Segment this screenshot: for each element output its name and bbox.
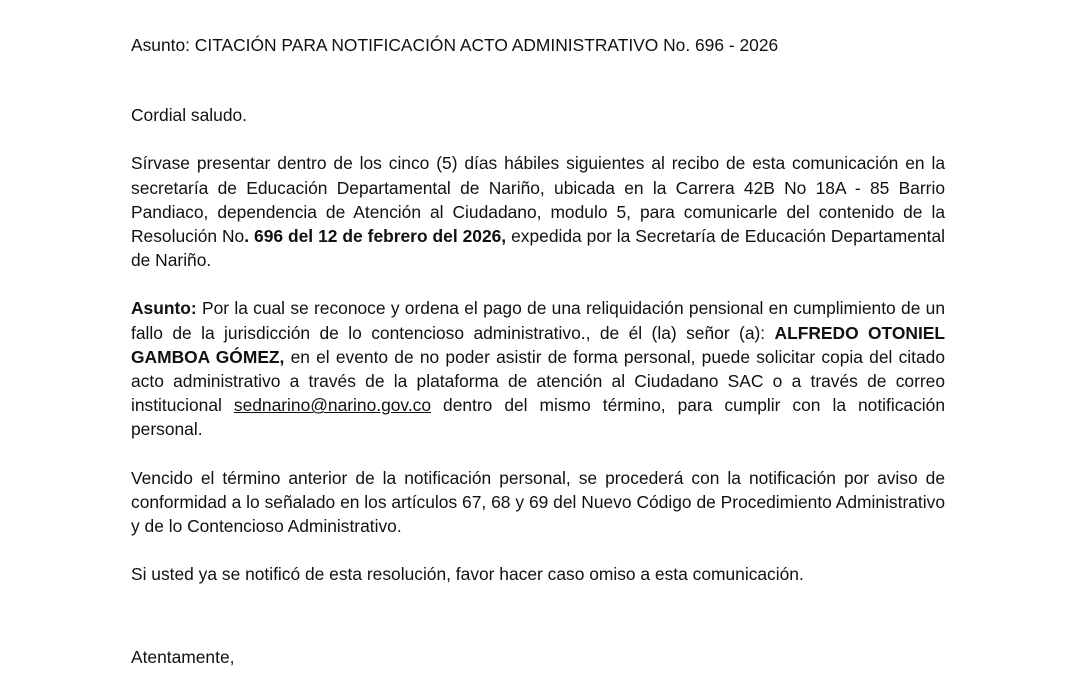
email-link[interactable]: sednarino@narino.gov.co — [233, 395, 432, 416]
recipient-name: ALFREDO OTONIEL GAMBOA GÓMEZ, — [131, 322, 945, 367]
letter-paragraph-subject — [131, 296, 945, 441]
letter-closing: Atentamente, — [131, 647, 235, 668]
citation-text: Sírvase presentar dentro de los cinco (5) días hábiles siguientes al recibo de esta comunicación en la secretaría de Educación Departamental de Nariño, ubicada en la Carrera 42B No 18A - 85 Barrio Pandiaco, dependencia de Atención al Ciudadano, modulo 5, para comunicarle del contenido de la Resolución No — [131, 153, 945, 247]
subject-text-middle: en el evento de no poder asistir de forma personal, puede solicitar copia del citado acto administrativo a través de la plataforma de atención al Ciudadano SAC o a través de correo institucional — [131, 346, 945, 416]
letter-paragraph-disclaimer: Si usted ya se notificó de esta resolución, favor hacer caso omiso a esta comunicación. — [131, 564, 804, 585]
citation-text-end: expedida por la Secretaría de Educación Departamental de Nariño. — [131, 226, 946, 271]
letter-paragraph-deadline: Vencido el término anterior de la notificación personal, se procederá con la notificación por aviso de conformidad a lo señalado en los artículos 67, 68 y 69 del Nuevo Código de Procedimiento Administrativo y de lo Contencioso Administrativo. — [131, 467, 945, 537]
subject-label: Asunto: — [131, 298, 197, 319]
letter-subject: Asunto: CITACIÓN PARA NOTIFICACIÓN ACTO ADMINISTRATIVO No. 696 - 2026 — [131, 35, 779, 55]
letter-greeting: Cordial saludo. — [131, 105, 248, 126]
subject-text-end: dentro del mismo término, para cumplir con la notificación personal. — [131, 395, 945, 440]
letter-paragraph-citation — [131, 151, 945, 272]
resolution-reference: . 696 del 12 de febrero del 2026, — [244, 226, 507, 247]
letter-page — [131, 33, 945, 670]
subject-text: Por la cual se reconoce y ordena el pago de una reliquidación pensional en cumplimiento de un fallo de la jurisdicción de lo contencioso administrativo., de él (la) señor (a): — [131, 298, 945, 343]
